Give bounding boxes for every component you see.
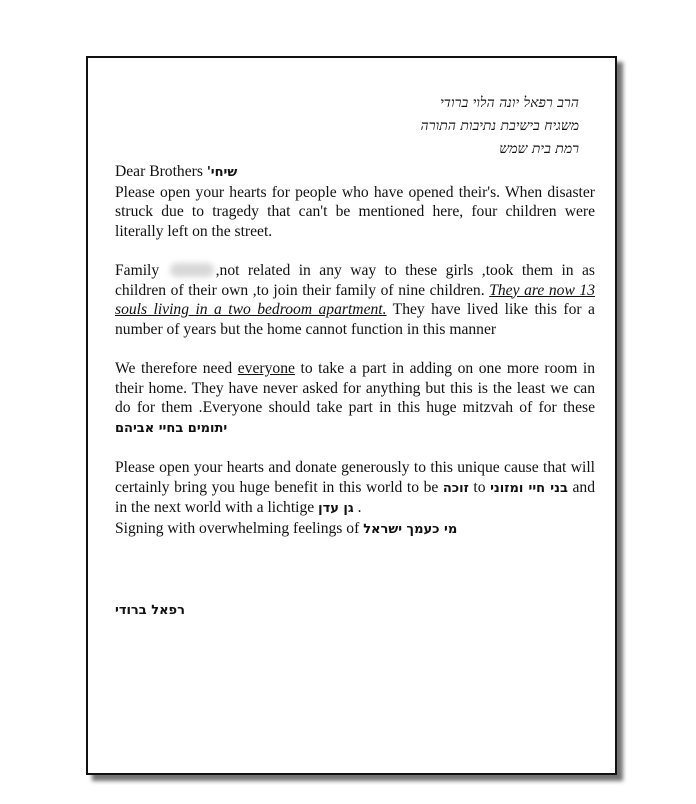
paragraph-4-part-2: to — [473, 478, 486, 496]
paragraph-4-hebrew-2: בני חיי ומזוני — [490, 480, 568, 496]
paragraph-4 — [115, 458, 595, 519]
paragraph-2 — [115, 261, 595, 339]
paragraph-2-emphasis: They are now 13 souls living in a two bedroom apartment. — [115, 281, 596, 319]
greeting — [115, 162, 595, 183]
paragraph-4-hebrew-1: זוכה — [442, 480, 469, 496]
paragraph-3-hebrew: יתומים בחיי אביהם — [115, 420, 228, 436]
header-line-name: הרב רפאל יונה הלוי ברודי — [440, 95, 579, 111]
closing-text: Signing with overwhelming feelings of — [115, 519, 360, 537]
paragraph-3-start: We therefore need — [115, 359, 233, 377]
letter-body — [115, 162, 595, 539]
paragraph-4-part-1: Please open your hearts and donate generously to this unique cause that will certainly bring you huge benefit in this world to be — [115, 458, 595, 496]
paragraph-2-middle: ,not related in any way to these girls ,took them in as children of their own ,to join their family of nine children. — [115, 261, 595, 299]
paragraph-2-end: They have lived like this for a number of years but the home cannot function in this manner — [115, 301, 595, 338]
paragraph-3-end: to take a part in adding on one more room in their home. They have never asked for anything but this is the least we can do for them .Everyone should take part in this huge mitzvah of for these — [115, 359, 596, 417]
signature: רפאל ברודי — [115, 603, 185, 618]
paragraph-4-hebrew-3: גן עדן — [318, 501, 354, 517]
paragraph-4-part-3: and in the next world with a lichtige — [115, 478, 596, 517]
greeting-hebrew: שיחי' — [206, 165, 238, 180]
paragraph-4-part-4: . — [357, 499, 362, 517]
paragraph-2-start: Family — [115, 261, 160, 279]
greeting-text: Dear Brothers — [115, 163, 203, 180]
letter-page — [86, 56, 617, 775]
header-line-location: רמת בית שמש — [499, 141, 579, 157]
closing-hebrew: מי כעמך ישראל — [363, 521, 458, 537]
header-line-title: משגיח בישיבת נתיבות התורה — [420, 118, 579, 134]
paragraph-3 — [115, 359, 595, 438]
redacted-name — [170, 263, 214, 277]
letter-header — [421, 92, 579, 161]
closing — [115, 519, 595, 540]
paragraph-1: Please open your hearts for people who have opened their's. When disaster struck due to tragedy that can't be mentioned here, four children were literally left on the street. — [115, 183, 595, 240]
paragraph-3-underlined: everyone — [237, 359, 295, 377]
